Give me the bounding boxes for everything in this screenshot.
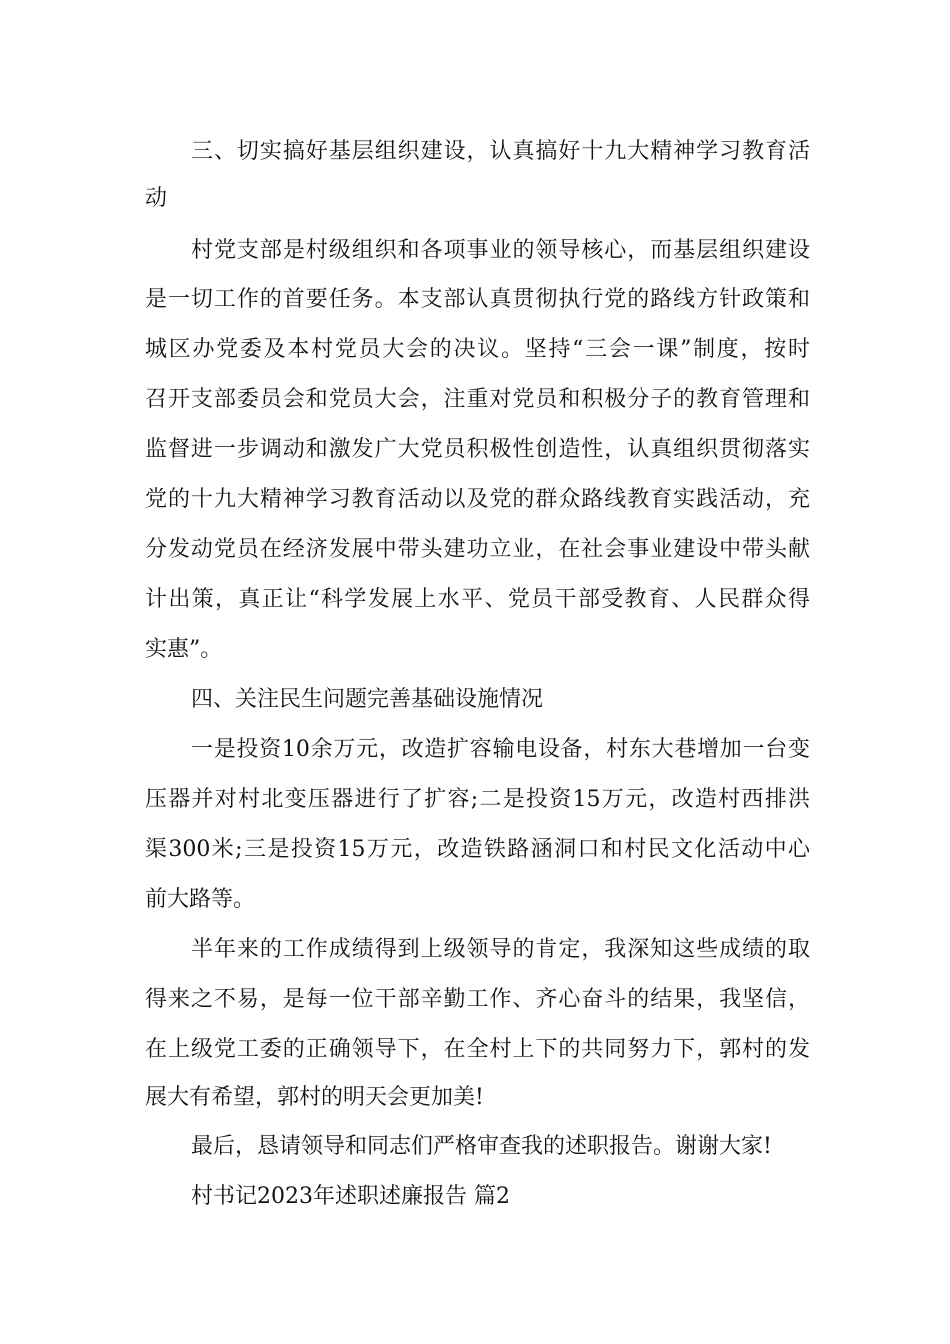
section-heading-3: 三、切实搞好基层组织建设，认真搞好十九大精神学习教育活 bbox=[191, 139, 810, 164]
paragraph-line: 渠300米;三是投资15万元，改造铁路涵洞口和村民文化活动中心 bbox=[145, 837, 810, 862]
paragraph-line: 党的十九大精神学习教育活动以及党的群众路线教育实践活动，充 bbox=[145, 487, 810, 512]
paragraph-line: 村党支部是村级组织和各项事业的领导核心，而基层组织建设 bbox=[191, 238, 810, 263]
paragraph-line: 前大路等。 bbox=[145, 887, 256, 912]
paragraph-line: 得来之不易，是每一位干部辛勤工作、齐心奋斗的结果，我坚信， bbox=[145, 987, 810, 1012]
paragraph-line: 计出策，真正让“科学发展上水平、党员干部受教育、人民群众得 bbox=[145, 587, 810, 612]
section-heading-4: 四、关注民生问题完善基础设施情况 bbox=[191, 687, 544, 712]
paragraph-line: 实惠”。 bbox=[145, 637, 223, 662]
paragraph-line: 一是投资10余万元，改造扩容输电设备，村东大巷增加一台变 bbox=[191, 737, 810, 762]
paragraph-line: 城区办党委及本村党员大会的决议。坚持“三会一课”制度，按时 bbox=[145, 337, 810, 362]
closing-line: 最后，恳请领导和同志们严格审查我的述职报告。谢谢大家! bbox=[191, 1134, 772, 1159]
paragraph-line: 在上级党工委的正确领导下，在全村上下的共同努力下，郭村的发 bbox=[145, 1037, 810, 1062]
paragraph-line: 压器并对村北变压器进行了扩容;二是投资15万元，改造村西排洪 bbox=[145, 787, 810, 812]
paragraph-line: 分发动党员在经济发展中带头建功立业，在社会事业建设中带头献 bbox=[145, 537, 810, 562]
paragraph-line: 半年来的工作成绩得到上级领导的肯定，我深知这些成绩的取 bbox=[191, 937, 810, 962]
paragraph-line: 是一切工作的首要任务。本支部认真贯彻执行党的路线方针政策和 bbox=[145, 287, 810, 312]
section-heading-3-continued: 动 bbox=[145, 186, 168, 211]
paragraph-line: 召开支部委员会和党员大会，注重对党员和积极分子的教育管理和 bbox=[145, 387, 810, 412]
paragraph-line: 监督进一步调动和激发广大党员积极性创造性，认真组织贯彻落实 bbox=[145, 437, 810, 462]
paragraph-line: 展大有希望，郭村的明天会更加美! bbox=[145, 1085, 484, 1110]
report-title: 村书记2023年述职述廉报告 篇2 bbox=[191, 1184, 510, 1209]
